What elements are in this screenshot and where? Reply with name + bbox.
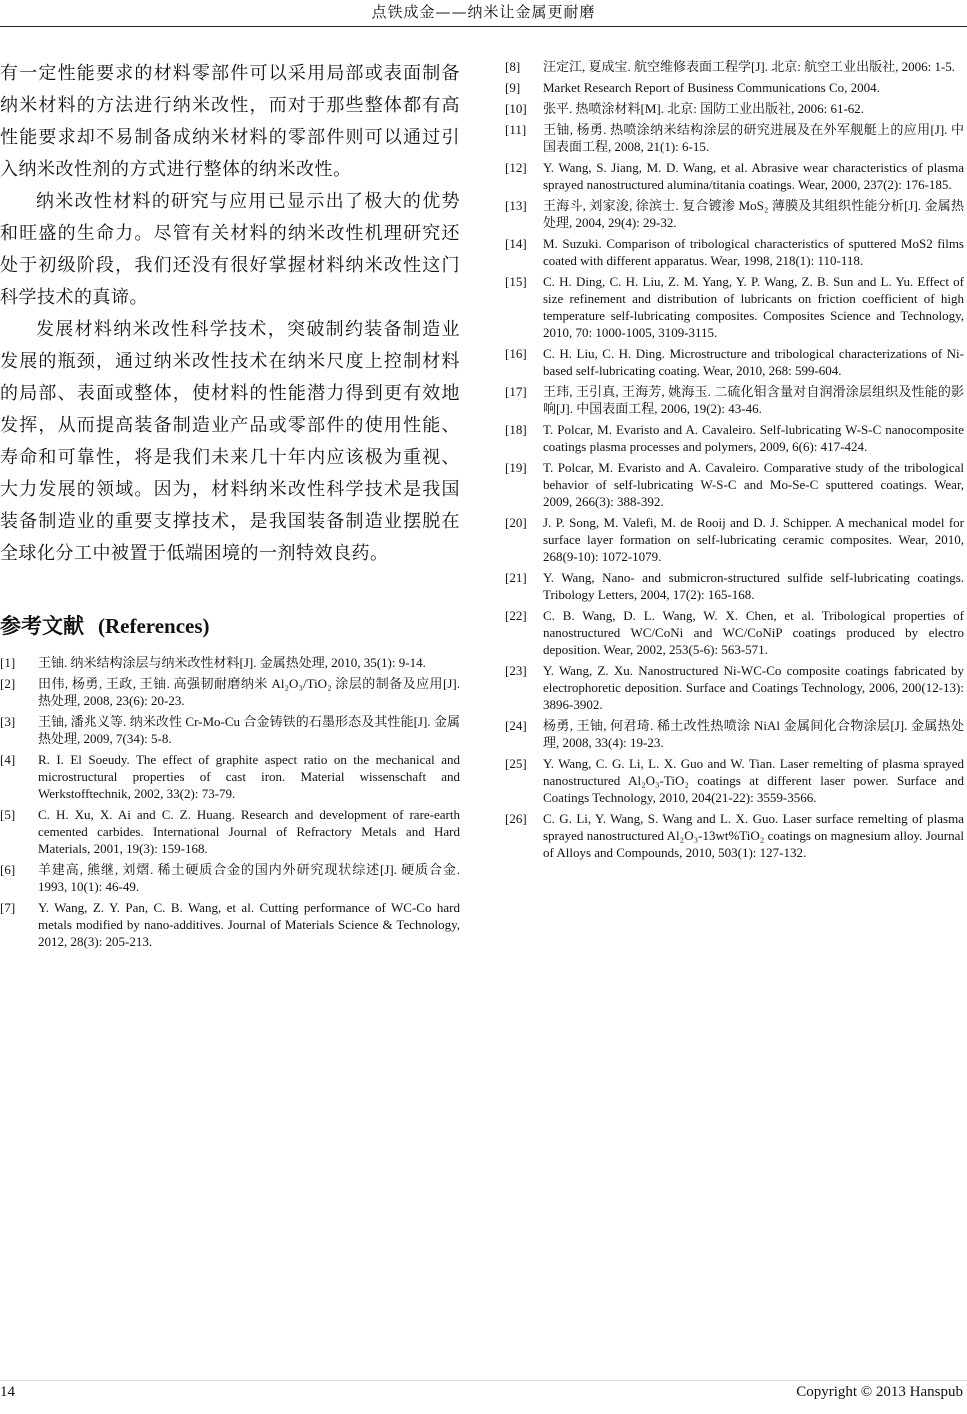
reference-number: [9] <box>505 80 521 95</box>
references-heading <box>0 610 460 642</box>
reference-text: 羊建高, 熊继, 刘熠. 稀土硬质合金的国内外研究现状综述[J]. 硬质合金. 1993, 10(1): 46-49. <box>38 862 460 894</box>
reference-text: 王玮, 王引真, 王海芳, 姚海玉. 二硫化钼含量对自润滑涂层组织及性能的影响[J]. 中国表面工程, 2006, 19(2): 43-46. <box>543 384 964 416</box>
reference-text: 王铀, 潘兆义等. 纳米改性 Cr-Mo-Cu 合金铸铁的石墨形态及其性能[J]. 金属热处理, 2009, 7(34): 5-8. <box>38 714 460 746</box>
body-paragraph: 纳米改性材料的研究与应用已显示出了极大的优势和旺盛的生命力。尽管有关材料的纳米改性机理研究还处于初级阶段，我们还没有很好掌握材料纳米改性这门科学技术的真谛。 <box>0 191 460 308</box>
reference-item <box>505 100 964 117</box>
reference-item <box>0 861 460 895</box>
reference-item <box>0 675 460 709</box>
reference-number: [14] <box>505 236 527 251</box>
reference-item <box>505 383 964 417</box>
left-column <box>0 58 460 954</box>
right-column <box>505 58 964 865</box>
reference-item <box>505 569 964 603</box>
reference-text: C. G. Li, Y. Wang, S. Wang and L. X. Guo. Laser surface remelting of plasma sprayed nanostructured Al₂O₃-13wt%TiO₂ coatings on magnesium alloy. Journal of Alloys and Compounds, 2010, 503(1): 127-132. <box>543 811 964 860</box>
reference-item <box>0 713 460 747</box>
reference-number: [11] <box>505 122 527 137</box>
reference-number: [12] <box>505 160 527 175</box>
reference-text: 杨勇, 王铀, 何君琦. 稀土改性热喷涂 NiAl 金属间化合物涂层[J]. 金属热处理, 2008, 33(4): 19-23. <box>543 718 964 750</box>
reference-text: R. I. El Soeudy. The effect of graphite aspect ratio on the mechanical and microstructural properties of cast iron. Material wissenschaft and Werkstofftechnik, 2002, 33(2): 73-79. <box>38 752 460 801</box>
reference-item <box>0 899 460 950</box>
reference-number: [15] <box>505 274 527 289</box>
references-heading-cn: 参考文献 <box>0 614 84 638</box>
reference-text: T. Polcar, M. Evaristo and A. Cavaleiro. Comparative study of the tribological behavior of self-lubricating W-S-C and Mo-Se-C sputtered coatings. Wear, 2009, 266(3): 388-392. <box>543 460 964 509</box>
reference-number: [18] <box>505 422 527 437</box>
reference-text: 田伟, 杨勇, 王政, 王铀. 高强韧耐磨纳米 Al₂O₃/TiO₂ 涂层的制备及应用[J]. 热处理, 2008, 23(6): 20-23. <box>38 676 460 708</box>
reference-number: [1] <box>0 655 16 670</box>
reference-item <box>505 717 964 751</box>
reference-text: M. Suzuki. Comparison of tribological characteristics of sputtered MoS2 films coated with different apparatus. Wear, 1998, 218(1): 110-118. <box>543 236 964 268</box>
reference-item <box>505 58 964 75</box>
reference-list-right <box>505 58 964 861</box>
reference-text: Y. Wang, Z. Xu. Nanostructured Ni-WC-Co composite coatings fabricated by electrophoretic deposition. Surface and Coatings Technology, 2006, 200(12-13): 3896-3902. <box>543 663 964 712</box>
reference-text: Market Research Report of Business Communications Co, 2004. <box>543 80 880 95</box>
reference-text: 汪定江, 夏成宝. 航空维修表面工程学[J]. 北京: 航空工业出版社, 2006: 1-5. <box>543 59 956 74</box>
reference-item <box>505 235 964 269</box>
reference-number: [19] <box>505 460 527 475</box>
reference-number: [3] <box>0 714 16 729</box>
reference-number: [25] <box>505 756 527 771</box>
reference-item <box>505 662 964 713</box>
reference-number: [13] <box>505 198 527 213</box>
reference-text: Y. Wang, Nano- and submicron-structured sulfide self-lubricating coatings. Tribology Letters, 2004, 17(2): 165-168. <box>543 570 964 602</box>
body-paragraph: 有一定性能要求的材料零部件可以采用局部或表面制备纳米材料的方法进行纳米改性，而对于那些整体都有高性能要求却不易制备成纳米材料的零部件则可以通过引入纳米改性剂的方式进行整体的纳米改性。 <box>0 63 460 180</box>
references-heading-en: (References) <box>98 614 210 638</box>
reference-item <box>505 607 964 658</box>
reference-number: [16] <box>505 346 527 361</box>
reference-number: [26] <box>505 811 527 826</box>
reference-number: [2] <box>0 676 16 691</box>
reference-text: C. H. Liu, C. H. Ding. Microstructure and tribological characterizations of Ni-based self-lubricating coating. Wear, 2010, 268: 599-604. <box>543 346 964 378</box>
reference-number: [10] <box>505 101 527 116</box>
reference-text: 王海斗, 刘家浚, 徐滨士. 复合镀渗 MoS₂ 薄膜及其组织性能分析[J]. 金属热处理, 2004, 29(4): 29-32. <box>543 198 964 230</box>
body-paragraph: 发展材料纳米改性科学技术，突破制约装备制造业发展的瓶颈，通过纳米改性技术在纳米尺度上控制材料的局部、表面或整体，使材料的性能潜力得到更有效地发挥，从而提高装备制造业产品或零部件的使用性能、寿命和可靠性，将是我们未来几十年内应该极为重视、大力发展的领域。因为，材料纳米改性科学技术是我国装备制造业的重要支撑技术，是我国装备制造业摆脱在全球化分工中被置于低端困境的一剂特效良药。 <box>0 319 460 564</box>
reference-item <box>505 345 964 379</box>
reference-item <box>505 197 964 231</box>
reference-item <box>505 755 964 806</box>
reference-number: [7] <box>0 900 16 915</box>
reference-item <box>0 806 460 857</box>
reference-number: [22] <box>505 608 527 623</box>
reference-item <box>505 121 964 155</box>
reference-item <box>0 654 460 671</box>
page-number: 14 <box>0 1384 15 1400</box>
reference-text: C. H. Ding, C. H. Liu, Z. M. Yang, Y. P. Wang, Z. B. Sun and L. Yu. Effect of size refinement and distribution of lubricants on friction coefficient of high temperature self-lubricating composites. Composites Science and Technology, 2010, 70: 1000-1005, 3109-3115. <box>543 274 964 340</box>
reference-number: [6] <box>0 862 16 877</box>
reference-number: [8] <box>505 59 521 74</box>
reference-text: C. H. Xu, X. Ai and C. Z. Huang. Research and development of rare-earth cemented carbides. International Journal of Refractory Metals and Hard Materials, 2001, 19(3): 159-168. <box>38 807 460 856</box>
reference-text: J. P. Song, M. Valefi, M. de Rooij and D. J. Schipper. A mechanical model for surface layer formation on self-lubricating ceramic composites. Wear, 2010, 268(9-10): 1072-1079. <box>543 515 964 564</box>
reference-number: [20] <box>505 515 527 530</box>
reference-item <box>505 421 964 455</box>
reference-text: T. Polcar, M. Evaristo and A. Cavaleiro. Self-lubricating W-S-C nanocomposite coatings plasma processes and polymers, 2009, 6(6): 417-424. <box>543 422 964 454</box>
reference-text: 王铀, 杨勇. 热喷涂纳米结构涂层的研究进展及在外军舰艇上的应用[J]. 中国表面工程, 2008, 21(1): 6-15. <box>543 122 964 154</box>
reference-item <box>505 810 964 861</box>
copyright-notice: Copyright © 2013 Hanspub <box>796 1384 963 1400</box>
reference-number: [5] <box>0 807 16 822</box>
reference-text: Y. Wang, C. G. Li, L. X. Guo and W. Tian. Laser remelting of plasma sprayed nanostructured Al₂O₃-TiO₂ coatings at different laser power. Surface and Coatings Technology, 2010, 204(21-22): 3559-3566. <box>543 756 964 805</box>
running-header <box>0 0 967 27</box>
reference-text: C. B. Wang, D. L. Wang, W. X. Chen, et al. Tribological properties of nanostructured WC/CoNi and WC/CoNiP coatings produced by electro deposition. Wear, 2002, 253(5-6): 563-571. <box>543 608 964 657</box>
reference-text: Y. Wang, S. Jiang, M. D. Wang, et al. Abrasive wear characteristics of plasma sprayed nanostructured alumina/titania coatings. Wear, 2000, 237(2): 176-185. <box>543 160 964 192</box>
header-title: 点铁成金——纳米让金属更耐磨 <box>371 3 596 21</box>
reference-text: 张平. 热喷涂材料[M]. 北京: 国防工业出版社, 2006: 61-62. <box>543 101 865 116</box>
reference-item <box>505 273 964 341</box>
reference-text: Y. Wang, Z. Y. Pan, C. B. Wang, et al. Cutting performance of WC-Co hard metals modified by nano-additives. Journal of Materials Science & Technology, 2012, 28(3): 205-213. <box>38 900 460 949</box>
reference-list-left <box>0 654 460 950</box>
reference-item <box>505 514 964 565</box>
footer-rule <box>0 1380 967 1381</box>
reference-number: [4] <box>0 752 16 767</box>
reference-item <box>505 159 964 193</box>
reference-number: [24] <box>505 718 527 733</box>
reference-number: [17] <box>505 384 527 399</box>
reference-number: [23] <box>505 663 527 678</box>
reference-text: 王铀. 纳米结构涂层与纳米改性材料[J]. 金属热处理, 2010, 35(1): 9-14. <box>38 655 426 670</box>
reference-item <box>0 751 460 802</box>
reference-item <box>505 79 964 96</box>
reference-number: [21] <box>505 570 527 585</box>
reference-item <box>505 459 964 510</box>
